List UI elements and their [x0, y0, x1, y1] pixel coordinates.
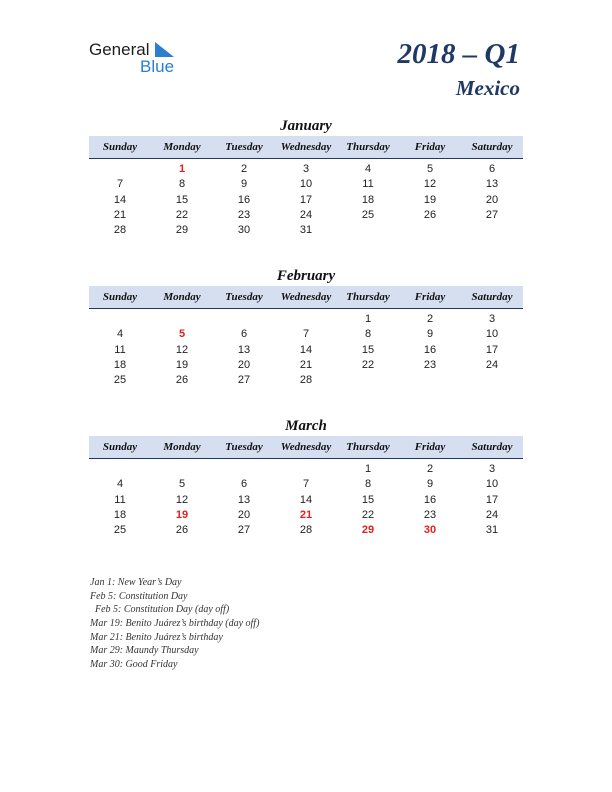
week-row	[89, 312, 523, 327]
month-title: January	[280, 118, 332, 134]
day-cell: 28	[113, 224, 127, 237]
weekday-label: Friday	[414, 291, 446, 303]
empty-day-cell	[151, 312, 213, 327]
day-cell: 6	[240, 478, 248, 491]
week-row	[89, 177, 523, 192]
day-cell: 22	[361, 508, 375, 521]
weekday-label: Monday	[163, 441, 201, 453]
day-cell: 25	[113, 374, 127, 387]
country-title: Mexico	[455, 76, 520, 100]
weekday-label: Thursday	[346, 441, 390, 453]
day-cell: 10	[485, 328, 499, 341]
weekday-label: Saturday	[471, 141, 513, 153]
empty-day-cell	[399, 223, 461, 238]
weekday-header	[89, 136, 523, 159]
weekday-label: Friday	[414, 441, 446, 453]
weekday-label: Monday	[163, 141, 201, 153]
empty-day-cell	[213, 462, 275, 477]
day-cell: 18	[361, 193, 375, 206]
day-cell: 22	[175, 208, 189, 221]
week-row	[89, 493, 523, 508]
day-cell: 24	[299, 208, 313, 221]
day-cell: 27	[485, 208, 499, 221]
day-cell: 14	[299, 343, 313, 356]
day-cell: 9	[426, 478, 434, 491]
day-cell: 30	[237, 224, 251, 237]
week-row	[89, 193, 523, 208]
day-cell: 21	[299, 508, 313, 521]
weekday-label: Thursday	[346, 141, 390, 153]
day-cell: 21	[299, 358, 313, 371]
day-cell: 15	[361, 493, 375, 506]
day-cell: 26	[175, 374, 189, 387]
day-cell: 23	[423, 358, 437, 371]
day-cell: 14	[113, 193, 127, 206]
day-cell: 11	[114, 493, 126, 506]
empty-day-cell	[461, 373, 523, 388]
day-cell: 1	[364, 313, 372, 325]
week-row	[89, 223, 523, 238]
day-cell: 17	[299, 193, 313, 206]
week-row	[89, 162, 523, 177]
empty-day-cell	[213, 312, 275, 327]
holiday-note: Mar 30: Good Friday	[90, 659, 178, 671]
day-cell: 22	[361, 358, 375, 371]
day-cell: 23	[237, 208, 251, 221]
day-cell: 20	[237, 358, 251, 371]
day-cell: 23	[423, 508, 437, 521]
month-title: February	[276, 268, 336, 284]
weekday-label: Wednesday	[280, 441, 332, 453]
day-cell: 20	[485, 193, 499, 206]
weekday-header	[89, 286, 523, 309]
empty-day-cell	[337, 223, 399, 238]
day-cell: 18	[113, 358, 127, 371]
empty-day-cell	[399, 373, 461, 388]
day-cell: 19	[175, 358, 189, 371]
logo-text-general: General	[89, 40, 150, 59]
day-cell: 3	[488, 463, 496, 475]
day-cell: 10	[485, 478, 499, 491]
day-cell: 21	[113, 208, 127, 221]
empty-day-cell	[337, 373, 399, 388]
weekday-header	[89, 436, 523, 459]
weekday-label: Thursday	[346, 291, 390, 303]
empty-day-cell	[461, 223, 523, 238]
weekday-label: Wednesday	[280, 141, 332, 153]
weekday-label: Saturday	[471, 291, 513, 303]
day-cell: 26	[423, 208, 437, 221]
month-title: March	[285, 418, 327, 434]
weekday-label: Saturday	[471, 441, 513, 453]
day-cell: 9	[426, 328, 434, 341]
week-row	[89, 343, 523, 358]
holiday-notes	[90, 576, 259, 672]
day-cell: 6	[488, 163, 496, 175]
day-cell: 4	[364, 163, 372, 175]
weekday-label: Wednesday	[280, 291, 332, 303]
week-row	[89, 508, 523, 523]
day-cell: 28	[299, 374, 313, 387]
holiday-note: Feb 5: Constitution Day	[90, 590, 188, 602]
day-cell: 1	[178, 163, 186, 175]
day-cell: 19	[423, 193, 437, 206]
day-cell: 15	[361, 343, 375, 356]
empty-day-cell	[151, 462, 213, 477]
weekday-label: Friday	[414, 141, 446, 153]
day-cell: 2	[426, 313, 434, 325]
day-cell: 13	[237, 343, 251, 356]
day-cell: 25	[113, 524, 127, 537]
day-cell: 6	[240, 328, 248, 341]
holiday-note: Feb 5: Constitution Day (day off)	[90, 604, 230, 616]
holiday-note: Mar 21: Benito Juárez’s birthday	[90, 631, 223, 643]
day-cell: 2	[426, 463, 434, 475]
month-january	[89, 116, 523, 238]
month-march	[89, 416, 523, 538]
week-row	[89, 462, 523, 477]
day-cell: 11	[362, 178, 374, 191]
day-cell: 24	[485, 358, 499, 371]
day-cell: 18	[113, 508, 127, 521]
week-row	[89, 523, 523, 538]
day-cell: 12	[423, 178, 437, 191]
day-cell: 28	[299, 524, 313, 537]
day-cell: 17	[485, 343, 499, 356]
day-cell: 10	[299, 178, 313, 191]
day-cell: 3	[302, 163, 310, 175]
day-cell: 4	[116, 328, 124, 341]
week-row	[89, 327, 523, 342]
day-cell: 9	[240, 178, 248, 191]
day-cell: 15	[175, 193, 189, 206]
day-cell: 26	[175, 524, 189, 537]
day-cell: 27	[237, 374, 251, 387]
day-cell: 30	[423, 524, 437, 537]
week-row	[89, 208, 523, 223]
day-cell: 11	[114, 343, 126, 356]
period-title: 2018 – Q1	[397, 38, 520, 70]
day-cell: 2	[240, 163, 248, 175]
day-grid	[89, 162, 523, 238]
logo-text-blue: Blue	[140, 57, 175, 76]
day-cell: 5	[178, 478, 186, 491]
day-cell: 20	[237, 508, 251, 521]
day-cell: 5	[426, 163, 434, 175]
day-grid	[89, 312, 523, 388]
holiday-note: Mar 19: Benito Juárez’s birthday (day off)	[90, 618, 260, 630]
weekday-label: Tuesday	[225, 441, 263, 453]
day-cell: 14	[299, 493, 313, 506]
week-row	[89, 373, 523, 388]
holiday-note: Jan 1: New Year’s Day	[90, 577, 182, 588]
week-row	[89, 477, 523, 492]
weekday-label: Tuesday	[225, 291, 263, 303]
day-cell: 4	[116, 478, 124, 491]
day-cell: 24	[485, 508, 499, 521]
day-cell: 13	[485, 178, 499, 191]
brand-logo	[89, 40, 199, 80]
day-cell: 7	[302, 478, 310, 491]
day-cell: 12	[175, 493, 189, 506]
day-cell: 16	[237, 193, 251, 206]
empty-day-cell	[89, 312, 151, 327]
weekday-label: Sunday	[102, 441, 138, 453]
day-cell: 5	[178, 328, 186, 341]
week-row	[89, 358, 523, 373]
month-february	[89, 266, 523, 388]
weekday-label: Sunday	[102, 141, 138, 153]
day-cell: 29	[175, 224, 189, 237]
day-cell: 29	[361, 524, 375, 537]
day-cell: 31	[299, 224, 313, 237]
weekday-label: Monday	[163, 291, 201, 303]
day-cell: 25	[361, 208, 375, 221]
day-cell: 7	[116, 178, 124, 191]
day-cell: 8	[364, 478, 372, 491]
weekday-label: Tuesday	[225, 141, 263, 153]
day-cell: 16	[423, 493, 437, 506]
holiday-note: Mar 29: Maundy Thursday	[90, 645, 199, 657]
day-cell: 8	[178, 178, 186, 191]
day-cell: 31	[485, 524, 499, 537]
day-cell: 19	[175, 508, 189, 521]
day-cell: 8	[364, 328, 372, 341]
day-cell: 3	[488, 313, 496, 325]
empty-day-cell	[275, 462, 337, 477]
day-cell: 17	[485, 493, 499, 506]
day-cell: 27	[237, 524, 251, 537]
day-cell: 16	[423, 343, 437, 356]
day-cell: 13	[237, 493, 251, 506]
empty-day-cell	[89, 462, 151, 477]
weekday-label: Sunday	[102, 291, 138, 303]
day-grid	[89, 462, 523, 538]
empty-day-cell	[89, 162, 151, 177]
logo-triangle-icon	[155, 42, 175, 58]
day-cell: 1	[364, 463, 372, 475]
day-cell: 7	[302, 328, 310, 341]
empty-day-cell	[275, 312, 337, 327]
day-cell: 12	[175, 343, 189, 356]
